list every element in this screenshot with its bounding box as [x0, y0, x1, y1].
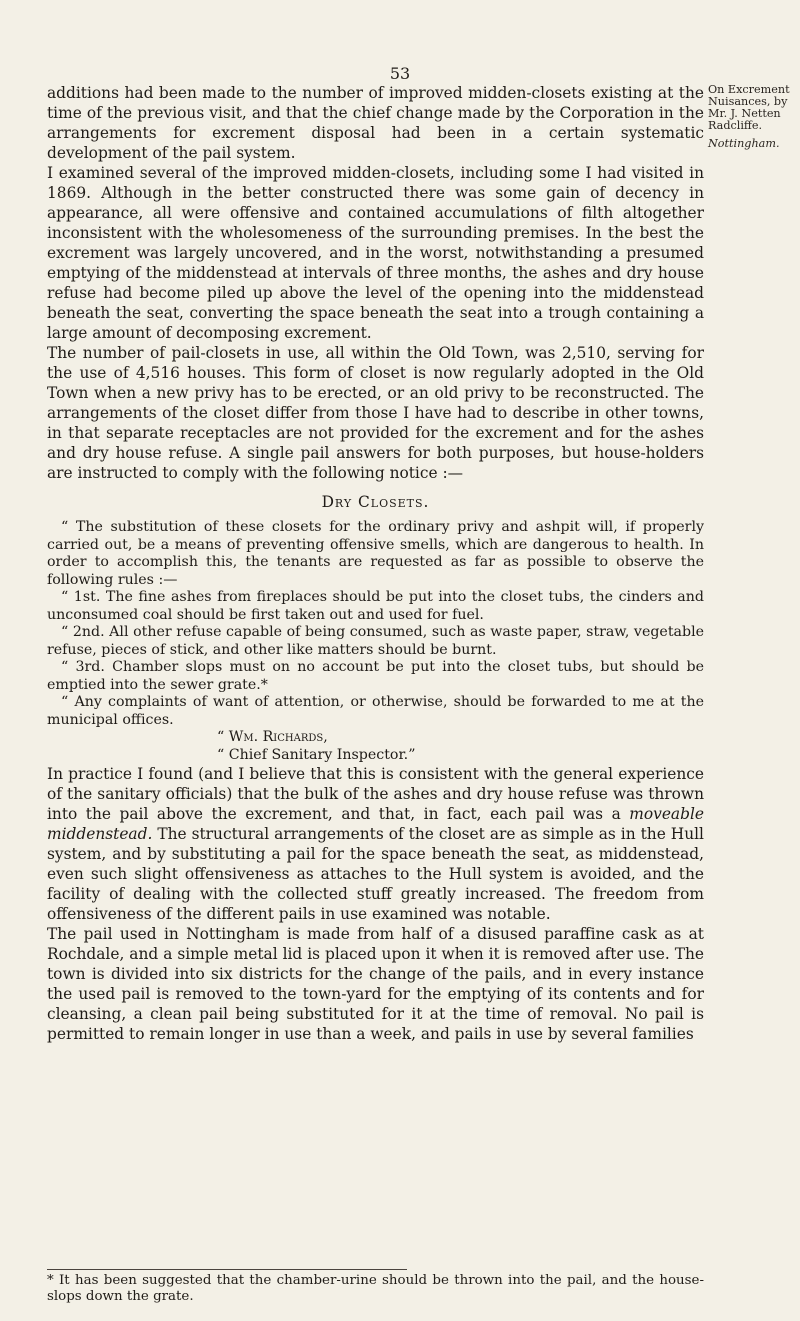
paragraph: additions had been made to the number of improved midden-closets existing at the time of the previous visit, and that the chief change made by the Corporation in the arrangements for excrement disposal had been in a certain systematic development of the pail system. [47, 84, 704, 162]
paragraph: The number of pail-closets in use, all within the Old Town, was 2,510, serving for the use of 4,516 houses. This form of closet is now regularly adopted in the Old Town when a new privy has to be erected, or an old privy to be reconstructed. The arrangements of the closet differ from those I have had to describe in other towns, in that separate receptacles are not provided for the excrement and for the ashes and dry house refuse. A single pail answers for both purposes, but house-holders are instructed to comply with the following notice :— [47, 344, 704, 482]
paragraph: The pail used in Nottingham is made from half of a disused paraffine cask as at Rochdale, and a simple metal lid is placed upon it when it is removed after use. The town is divided into six districts for the change of the pails, and in every instance the used pail is removed to the town-yard for the emptying of its contents and for cleansing, a clean pail being substituted for it at the time of removal. No pail is permitted to remain longer in use than a week, and pails in use by several families [47, 925, 704, 1043]
paragraph-text: The structural arrangements of the closet are as simple as in the Hull system, and by substituting a pail for the space beneath the seat, as middenstead, even such slight offensiveness as attaches to the Hull system is avoided, and the facility of dealing with the collected stuff greatly increased. The freedom from offensiveness of the different pails in use examined was notable. [47, 825, 704, 923]
notice-paragraph: “ 3rd. Chamber slops must on no account be put into the closet tubs, but should be emptied into the sewer grate.* [47, 659, 704, 693]
notice-paragraph: “ The substitution of these closets for the ordinary privy and ashpit will, if properly carried out, be a means of preventing offensive smells, which are dangerous to health. In order to accomplish this, the tenants are requested as far as possible to observe the following rules :— [47, 519, 704, 588]
paragraph-text: In practice I found (and I believe that this is consistent with the general experience of the sanitary officials) that the bulk of the ashes and dry house refuse was thrown into the pail above the excrement, and that, in fact, each pail was a [47, 765, 704, 823]
paragraph: I examined several of the improved midden-closets, including some I had visited in 1869. Although in the better constructed there was some gain of decency in appearance, all were offensive and contained accumulations of filth altogether inconsistent with the wholesomeness of the surrounding premises. In the best the excrement was largely uncovered, and in the worst, notwithstanding a presumed emptying of the middenstead at intervals of three months, the ashes and dry house refuse had become piled up above the level of the opening into the middenstead beneath the seat, converting the space beneath the seat into a trough containing a large amount of decomposing excrement. [47, 164, 704, 342]
notice-paragraph: “ Any complaints of want of attention, or otherwise, should be forwarded to me at the municipal offices. [47, 694, 704, 728]
margin-sidenote [708, 84, 800, 150]
notice-paragraph: “ 1st. The fine ashes from fireplaces should be put into the closet tubs, the cinders and unconsumed coal should be first taken out and used for fuel. [47, 589, 704, 623]
notice-block [47, 519, 704, 729]
sidenote-line: Nuisances, by [708, 95, 788, 108]
sidenote-line: Mr. J. Netten [708, 107, 781, 120]
notice-paragraph: “ 2nd. All other refuse capable of being consumed, such as waste paper, straw, vegetable refuse, pieces of stick, and other like matters should be burnt. [47, 624, 704, 658]
footnote-rule [47, 1269, 407, 1270]
section-heading: Dry Closets. [321, 493, 430, 511]
signature-name: “ Wm. Richards, [217, 729, 328, 745]
page-number: 53 [389, 64, 411, 83]
sidenote-line: Radcliffe. [708, 119, 763, 132]
sidenote-place: Nottingham. [708, 137, 780, 150]
main-text [47, 83, 704, 1044]
footnote: * It has been suggested that the chamber-urine should be thrown into the pail, and the house-slops down the grate. [47, 1273, 704, 1304]
italic-term: moveable middenstead. [47, 805, 704, 843]
signature-title: “ Chief Sanitary Inspector.” [217, 746, 416, 763]
sidenote-line: On Excrement [708, 83, 790, 96]
notice-signature [47, 729, 704, 764]
paragraph [47, 764, 704, 924]
